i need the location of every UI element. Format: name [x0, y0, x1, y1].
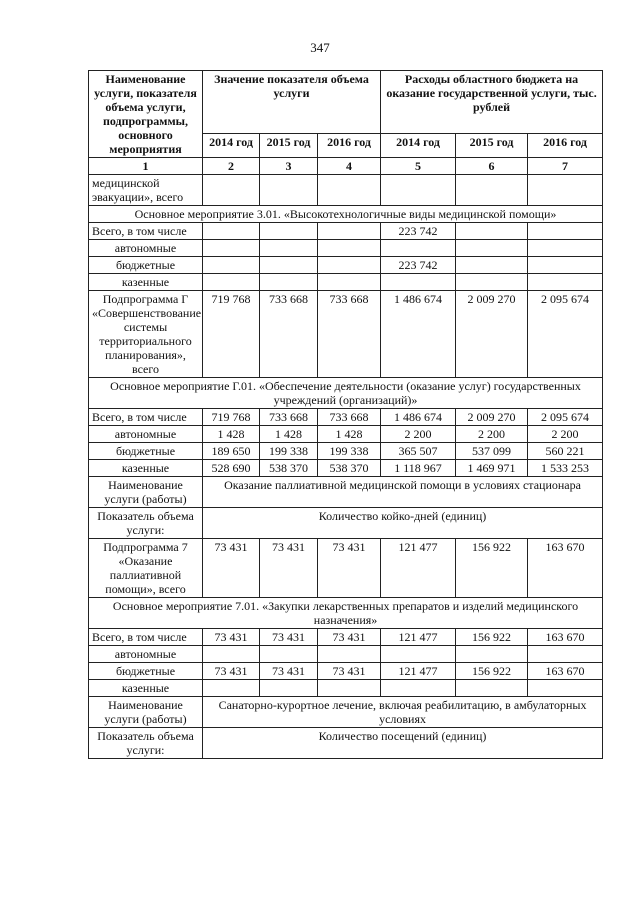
header-year: 2014 год: [381, 134, 456, 158]
value-cell: 2 009 270: [456, 291, 528, 378]
value-cell: [381, 680, 456, 697]
table-row: [89, 646, 603, 663]
value-cell: 189 650: [203, 443, 260, 460]
service-description: Количество посещений (единиц): [203, 728, 603, 759]
table-row: [89, 274, 603, 291]
row-label: Подпрограмма 7 «Оказание паллиативной помощи», всего: [89, 539, 203, 598]
row-label: Всего, в том числе: [89, 409, 203, 426]
row-label: казенные: [89, 274, 203, 291]
table-row: [89, 409, 603, 426]
value-cell: [260, 240, 318, 257]
value-cell: 121 477: [381, 629, 456, 646]
value-cell: [381, 274, 456, 291]
value-cell: 121 477: [381, 663, 456, 680]
value-cell: 1 428: [203, 426, 260, 443]
table-row: [89, 508, 603, 539]
value-cell: [318, 240, 381, 257]
row-label: Всего, в том числе: [89, 629, 203, 646]
table-row: [89, 629, 603, 646]
value-cell: [528, 240, 603, 257]
activity-heading: Основное мероприятие Г.01. «Обеспечение деятельности (оказание услуг) государственных учреждений (организаций)»: [89, 378, 603, 409]
row-label: Показатель объема услуги:: [89, 728, 203, 759]
value-cell: [318, 646, 381, 663]
value-cell: 733 668: [260, 291, 318, 378]
value-cell: [318, 680, 381, 697]
value-cell: 163 670: [528, 539, 603, 598]
value-cell: [381, 240, 456, 257]
table-row: [89, 680, 603, 697]
value-cell: 73 431: [260, 663, 318, 680]
table-row: [89, 460, 603, 477]
activity-heading: Основное мероприятие 7.01. «Закупки лекарственных препаратов и изделий медицинского назначения»: [89, 598, 603, 629]
row-label: бюджетные: [89, 443, 203, 460]
column-number: 5: [381, 158, 456, 175]
value-cell: [528, 646, 603, 663]
row-label: бюджетные: [89, 257, 203, 274]
value-cell: [456, 680, 528, 697]
service-description: Оказание паллиативной медицинской помощи в условиях стационара: [203, 477, 603, 508]
value-cell: 538 370: [318, 460, 381, 477]
value-cell: [456, 175, 528, 206]
table-row: [89, 697, 603, 728]
value-cell: [381, 646, 456, 663]
value-cell: 733 668: [260, 409, 318, 426]
table-row: [89, 426, 603, 443]
value-cell: [260, 646, 318, 663]
row-label: автономные: [89, 646, 203, 663]
value-cell: 121 477: [381, 539, 456, 598]
value-cell: 719 768: [203, 291, 260, 378]
value-cell: [528, 223, 603, 240]
value-cell: [203, 680, 260, 697]
row-label: казенные: [89, 680, 203, 697]
table-row: [89, 477, 603, 508]
value-cell: 2 095 674: [528, 291, 603, 378]
value-cell: [203, 175, 260, 206]
value-cell: 2 200: [528, 426, 603, 443]
value-cell: 365 507: [381, 443, 456, 460]
value-cell: 2 095 674: [528, 409, 603, 426]
value-cell: 163 670: [528, 629, 603, 646]
header-year: 2014 год: [203, 134, 260, 158]
page-number: 347: [310, 40, 330, 55]
header-year: 2015 год: [260, 134, 318, 158]
value-cell: 1 486 674: [381, 409, 456, 426]
service-description: Количество койко-дней (единиц): [203, 508, 603, 539]
service-description: Санаторно-курортное лечение, включая реабилитацию, в амбулаторных условиях: [203, 697, 603, 728]
value-cell: 2 009 270: [456, 409, 528, 426]
value-cell: 199 338: [318, 443, 381, 460]
value-cell: 223 742: [381, 223, 456, 240]
value-cell: 73 431: [318, 629, 381, 646]
value-cell: 156 922: [456, 539, 528, 598]
value-cell: 73 431: [318, 539, 381, 598]
value-cell: [260, 257, 318, 274]
row-label: медицинской эвакуации», всего: [89, 175, 203, 206]
header-year: 2016 год: [318, 134, 381, 158]
value-cell: 560 221: [528, 443, 603, 460]
table-body: [89, 175, 603, 759]
value-cell: 1 118 967: [381, 460, 456, 477]
value-cell: 199 338: [260, 443, 318, 460]
value-cell: 73 431: [203, 629, 260, 646]
table-row: [89, 598, 603, 629]
value-cell: [203, 223, 260, 240]
header-expense-group: Расходы областного бюджета на оказание государственной услуги, тыс. рублей: [381, 71, 603, 134]
value-cell: [318, 274, 381, 291]
value-cell: [456, 240, 528, 257]
value-cell: 733 668: [318, 409, 381, 426]
row-label: Подпрограмма Г «Совершенствование системы территориального планирования», всего: [89, 291, 203, 378]
value-cell: 733 668: [318, 291, 381, 378]
value-cell: 538 370: [260, 460, 318, 477]
value-cell: [318, 175, 381, 206]
value-cell: [203, 257, 260, 274]
value-cell: 1 428: [318, 426, 381, 443]
value-cell: 1 469 971: [456, 460, 528, 477]
value-cell: [260, 680, 318, 697]
table-row: [89, 378, 603, 409]
table-row: [89, 291, 603, 378]
value-cell: 537 099: [456, 443, 528, 460]
activity-heading: Основное мероприятие 3.01. «Высокотехнологичные виды медицинской помощи»: [89, 206, 603, 223]
value-cell: 73 431: [203, 539, 260, 598]
row-label: автономные: [89, 240, 203, 257]
row-label: Всего, в том числе: [89, 223, 203, 240]
value-cell: [381, 175, 456, 206]
column-number: 7: [528, 158, 603, 175]
table-row: [89, 539, 603, 598]
row-label: Показатель объема услуги:: [89, 508, 203, 539]
table-row: [89, 223, 603, 240]
value-cell: 2 200: [381, 426, 456, 443]
table-row: [89, 206, 603, 223]
value-cell: [456, 257, 528, 274]
column-number: 2: [203, 158, 260, 175]
value-cell: [528, 274, 603, 291]
value-cell: [260, 274, 318, 291]
header-year: 2016 год: [528, 134, 603, 158]
budget-table: [88, 70, 603, 759]
value-cell: [528, 257, 603, 274]
row-label: казенные: [89, 460, 203, 477]
value-cell: 156 922: [456, 663, 528, 680]
value-cell: 73 431: [203, 663, 260, 680]
row-label: Наименование услуги (работы): [89, 477, 203, 508]
column-number: 3: [260, 158, 318, 175]
row-label: бюджетные: [89, 663, 203, 680]
value-cell: 1 428: [260, 426, 318, 443]
row-label: Наименование услуги (работы): [89, 697, 203, 728]
value-cell: [260, 223, 318, 240]
value-cell: [318, 223, 381, 240]
value-cell: 719 768: [203, 409, 260, 426]
header-volume-group: Значение показателя объема услуги: [203, 71, 381, 134]
value-cell: 528 690: [203, 460, 260, 477]
value-cell: [203, 240, 260, 257]
header-name-column: Наименование услуги, показателя объема услуги, подпрограммы, основного мероприятия: [89, 71, 203, 158]
value-cell: 2 200: [456, 426, 528, 443]
column-number: 4: [318, 158, 381, 175]
column-number: 1: [89, 158, 203, 175]
value-cell: 1 533 253: [528, 460, 603, 477]
value-cell: 223 742: [381, 257, 456, 274]
table-row: [89, 257, 603, 274]
value-cell: [456, 274, 528, 291]
value-cell: 73 431: [260, 539, 318, 598]
value-cell: [203, 646, 260, 663]
table-row: [89, 175, 603, 206]
value-cell: 73 431: [318, 663, 381, 680]
value-cell: [456, 646, 528, 663]
table-row: [89, 663, 603, 680]
value-cell: 1 486 674: [381, 291, 456, 378]
row-label: автономные: [89, 426, 203, 443]
table-header: [89, 71, 603, 175]
value-cell: 156 922: [456, 629, 528, 646]
value-cell: [203, 274, 260, 291]
table-row: [89, 443, 603, 460]
value-cell: [528, 175, 603, 206]
value-cell: [318, 257, 381, 274]
column-number: 6: [456, 158, 528, 175]
value-cell: [456, 223, 528, 240]
table-row: [89, 240, 603, 257]
value-cell: [260, 175, 318, 206]
value-cell: 163 670: [528, 663, 603, 680]
table-row: [89, 728, 603, 759]
value-cell: [528, 680, 603, 697]
value-cell: 73 431: [260, 629, 318, 646]
header-year: 2015 год: [456, 134, 528, 158]
